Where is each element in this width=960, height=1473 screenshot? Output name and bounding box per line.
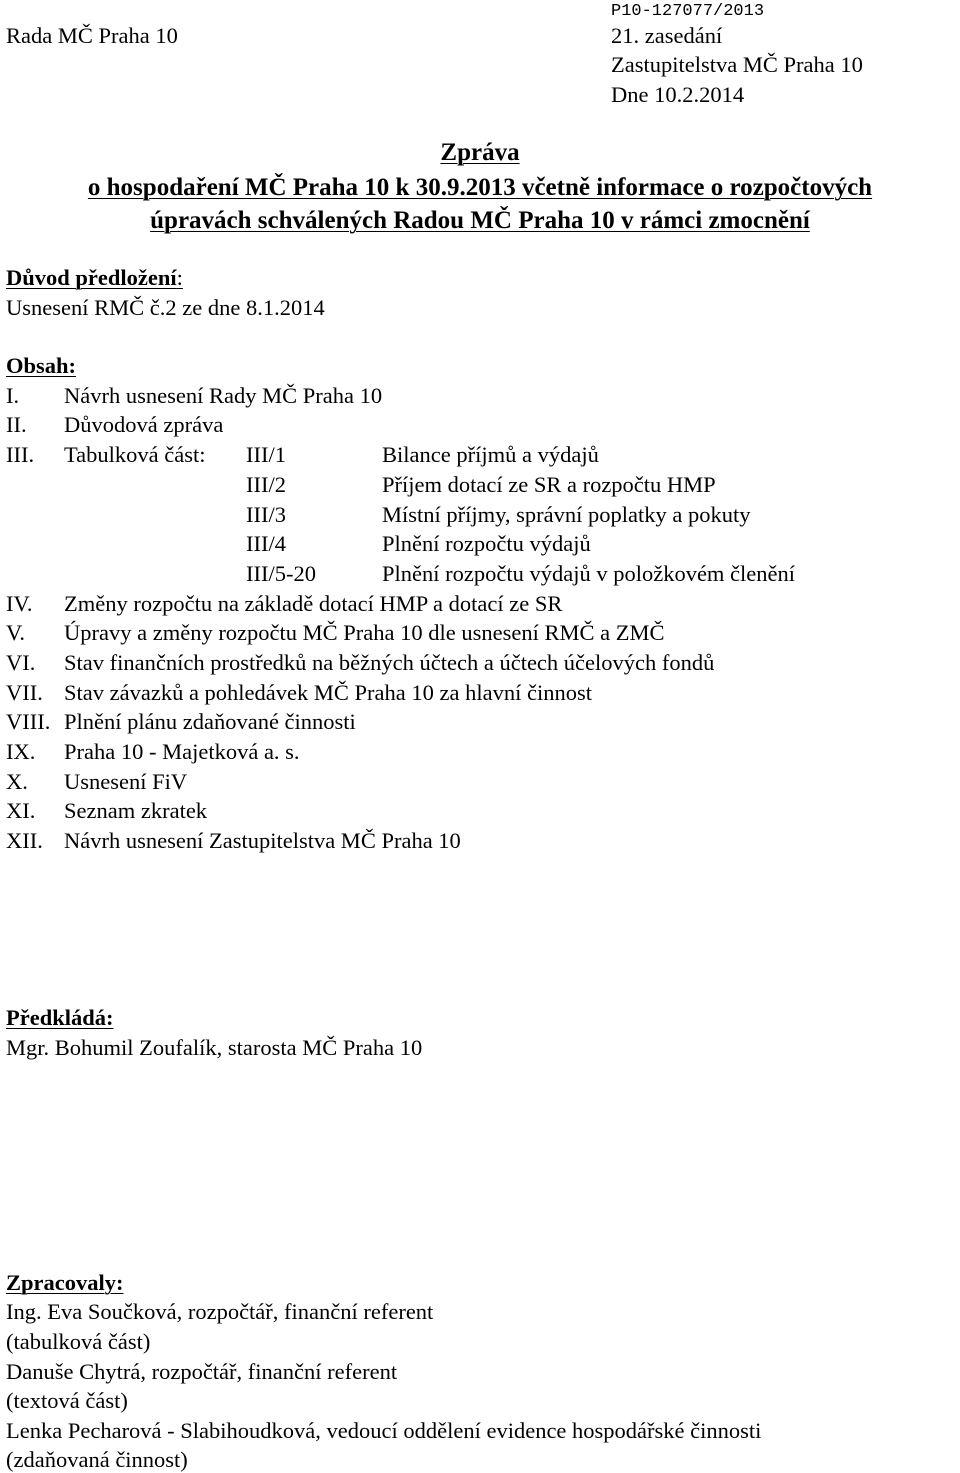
list-item-number: II. (6, 412, 27, 437)
prepared-line: (textová část) (6, 1388, 128, 1413)
list-item-number: IX. (6, 739, 36, 764)
list-item-text: Tabulková část: (64, 442, 206, 467)
submitter-name: Mgr. Bohumil Zoufalík, starosta MČ Praha 10 (6, 1035, 423, 1060)
prepared-line: (tabulková část) (6, 1329, 151, 1354)
report-title: Zpráva (440, 139, 520, 166)
list-item-number: VI. (6, 650, 36, 675)
prepared-line: (zdaňovaná činnost) (6, 1447, 188, 1472)
table-description: Plnění rozpočtu výdajů (382, 531, 591, 556)
table-code: III/2 (246, 472, 286, 497)
table-description: Plnění rozpočtu výdajů v položkovém členění (382, 561, 796, 586)
session-date: Dne 10.2.2014 (611, 82, 745, 107)
list-item-number: III. (6, 442, 35, 467)
list-item-number: XI. (6, 798, 36, 823)
table-code: III/1 (246, 442, 286, 467)
document-id: P10-127077/2013 (611, 2, 765, 21)
table-code: III/4 (246, 531, 286, 556)
list-item-number: XII. (6, 828, 43, 853)
table-code: III/3 (246, 502, 286, 527)
list-item-number: VII. (6, 680, 43, 705)
prepared-line: Danuše Chytrá, rozpočtář, finanční referent (6, 1359, 398, 1384)
list-item-text: Plnění plánu zdaňované činnosti (64, 709, 356, 734)
list-item-text: Změny rozpočtu na základě dotací HMP a dotací ze SR (64, 591, 563, 616)
council-name: Rada MČ Praha 10 (6, 23, 178, 48)
table-description: Bilance příjmů a výdajů (382, 442, 599, 467)
prepared-heading: Zpracovaly: (6, 1270, 124, 1295)
list-item-text: Úpravy a změny rozpočtu MČ Praha 10 dle usnesení RMČ a ZMČ (64, 620, 665, 645)
table-code: III/5-20 (246, 561, 316, 586)
prepared-line: Ing. Eva Součková, rozpočtář, finanční referent (6, 1299, 434, 1324)
table-description: Příjem dotací ze SR a rozpočtu HMP (382, 472, 716, 497)
assembly-name: Zastupitelstva MČ Praha 10 (611, 52, 863, 77)
list-item-number: I. (6, 383, 20, 408)
table-description: Místní příjmy, správní poplatky a pokuty (382, 502, 751, 527)
report-subtitle-line-1: o hospodaření MČ Praha 10 k 30.9.2013 včetně informace o rozpočtových (87, 174, 873, 201)
list-item-text: Praha 10 - Majetková a. s. (64, 739, 300, 764)
reason-label: Důvod předložení (6, 265, 177, 290)
prepared-line: Lenka Pecharová - Slabihoudková, vedoucí oddělení evidence hospodářské činnosti (6, 1418, 762, 1443)
list-item-number: X. (6, 769, 28, 794)
reason-colon: : (176, 265, 183, 290)
reason-heading (6, 267, 183, 290)
submitter-heading: Předkládá: (6, 1005, 114, 1030)
list-item-text: Návrh usnesení Zastupitelstva MČ Praha 10 (64, 828, 461, 853)
list-item-text: Usnesení FiV (64, 769, 188, 794)
reason-text: Usnesení RMČ č.2 ze dne 8.1.2014 (6, 295, 325, 320)
list-item-number: VIII. (6, 709, 51, 734)
list-item-number: V. (6, 620, 25, 645)
contents-heading: Obsah: (6, 353, 77, 378)
list-item-number: IV. (6, 591, 33, 616)
list-item-text: Stav finančních prostředků na běžných účtech a účtech účelových fondů (64, 650, 715, 675)
session-number: 21. zasedání (611, 23, 723, 48)
list-item-text: Důvodová zpráva (64, 412, 224, 437)
list-item-text: Seznam zkratek (64, 798, 208, 823)
list-item-text: Návrh usnesení Rady MČ Praha 10 (64, 383, 383, 408)
list-item-text: Stav závazků a pohledávek MČ Praha 10 za hlavní činnost (64, 680, 592, 705)
report-subtitle-line-2: úpravách schválených Radou MČ Praha 10 v rámci zmocnění (150, 207, 810, 234)
